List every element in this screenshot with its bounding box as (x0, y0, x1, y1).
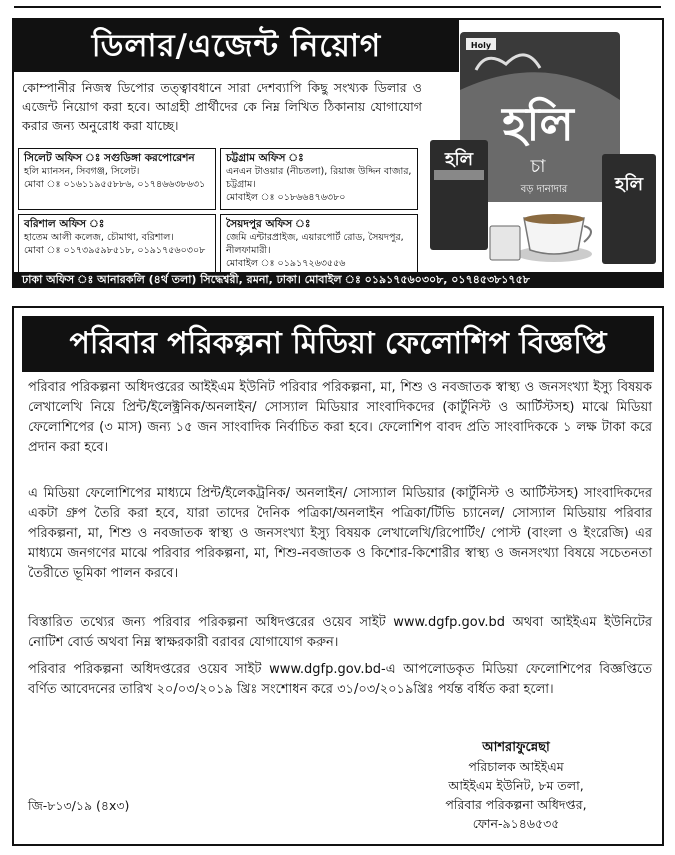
fellowship-ad-title: পরিবার পরিকল্পনা মিডিয়া ফেলোশিপ বিজ্ঞপ্তি (22, 316, 654, 372)
office-address: জেমি এন্টারপ্রাইজ, এয়ারপোর্ট রোড, সৈয়দপুর, নীলফামারী। (226, 232, 404, 256)
fellowship-paragraph-1: পরিবার পরিকল্পনা অধিদপ্তরের আইইএম ইউনিট পরিবার পরিকল্পনা, মা, শিশু ও নবজাতক স্বাস্থ্য ও জনসংখ্যা ইস্যু বিষয়ক লেখালেখি নিয়ে প্রিন্ট/ইলেক্ট্রনিক/অনলাইন/ সোস্যাল মিডিয়ার সাংবাদিকদের (কার্টুনিস্ট ও আর্টিস্টসহ) মাঝে মিডিয়া ফেলোশিপের (৩ মাস) জন্য ১৫ জন সাংবাদিক নির্বাচিত করা হবে। ফেলোশিপ বাবদ প্রতি সাংবাদিককে ১ লক্ষ টাকা করে প্রদান করা হবে। (28, 380, 652, 455)
office-sylhet (18, 148, 216, 210)
signatory-designation: পরিচালক আইইএম (468, 759, 564, 774)
tea-pack-right (602, 154, 656, 264)
office-name: সিলেট অফিস ঃ সগুডিঙ্গা করপোরেশন (24, 152, 195, 164)
office-name: সৈয়দপুর অফিস ঃ (226, 218, 311, 230)
office-name: বরিশাল অফিস ঃ (24, 218, 105, 230)
signatory-name: আশরাফুন্নেছা (482, 740, 550, 755)
product-name: হলি (502, 97, 574, 151)
office-phone: মোবাইল ঃ ০১৮৬৬৪৭৬৩৮০ (226, 192, 346, 203)
office-address: হলি ম্যানসন, সিবগঞ্জ, সিলেট। (24, 166, 140, 177)
office-chattogram (220, 148, 418, 210)
dealer-agent-ad (12, 18, 664, 288)
product-name-small: হলি (444, 149, 474, 170)
office-phone: মোবা ঃ ০১৬১১৯৫৫৮৮৬, ০১৭৪৬৬৩৮৬৩১ (24, 179, 206, 190)
dhaka-office-footer: ঢাকা অফিস ঃ আনারকলি (৪র্থ তলা) সিদ্ধেশ্বরী, রমনা, ঢাকা। মোবাইল ঃ ০১৯১৭৫৬০৩০৮, ০১৭৪৫৩৮১৭৫৮ (14, 272, 662, 288)
dealer-ad-intro: কোম্পানীর নিজস্ব ডিপোর তত্ত্বাবধানে সারা দেশব্যাপি কিছু সংখ্যক ডিলার ও এজেন্ট নিয়োগ করা হবে। আগ্রহী প্রার্থীদের কে নিম্ন লিখিত ঠিকানায় যোগাযোগ করার জন্য অনুরোধ করা যাচ্ছে। (22, 80, 422, 133)
fellowship-paragraph-3: বিস্তারিত তথ্যের জন্য পরিবার পরিকল্পনা অধিদপ্তরের ওয়েব সাইট www.dgfp.gov.bd অথবা আইইএম ইউনিটের নোটিশ বোর্ড অথবা নিম্ন স্বাক্ষরকারী বরাবর যোগাযোগ করুন। (28, 615, 652, 650)
dealer-ad-title: ডিলার/এজেন্ট নিয়োগ (14, 20, 459, 72)
media-fellowship-ad (12, 306, 664, 846)
tea-product-image (426, 30, 658, 276)
previous-ad-edge (0, 0, 675, 8)
signatory-phone: ফোন-৯১৪৬৫৩৫ (472, 816, 560, 831)
signatory-office: পরিবার পরিকল্পনা অধিদপ্তর, (445, 797, 587, 812)
office-name: চট্টগ্রাম অফিস ঃ (226, 152, 304, 164)
office-address: এনএন টাওয়ার (নীচতলা), রিয়াজ উদ্দিন বাজার, চট্টগ্রাম। (226, 166, 412, 190)
office-barishal (18, 214, 216, 276)
office-phone: মোবাইল ঃ ০১৯১৭২৬৩৫৫৬ (226, 258, 346, 269)
office-saidpur (220, 214, 418, 276)
signatory-unit: আইইএম ইউনিট, ৮ম তলা, (448, 778, 584, 793)
signatory-block (396, 738, 636, 833)
product-name-small: হলি (614, 174, 644, 195)
office-address: হাতেম আলী কলেজ, চৌমাথা, বরিশাল। (24, 232, 174, 243)
brand-label: Holy (470, 41, 492, 50)
product-tagline: চা (530, 156, 546, 177)
ad-reference-number: জি-৮১৩/১৯ (৪x৩) (28, 798, 130, 813)
office-phone: মোবা ঃ ০১৭৩৯৫৯৮৫১৮, ০১৯১৭৫৬০৩০৮ (24, 245, 206, 256)
fellowship-paragraph-2: এ মিডিয়া ফেলোশিপের মাধ্যমে প্রিন্ট/ইলেকট্রনিক/ অনলাইন/ সোস্যাল মিডিয়ার (কার্টুনিস্ট ও আর্টিস্টসহ) সাংবাদিকদের একটা গ্রুপ তৈরি করা হবে, যারা তাদের দৈনিক পত্রিকা/অনলাইন পত্রিকা/টিভি চ্যানেল/ সোস্যাল মিডিয়ায় পরিবার পরিকল্পনা, মা, শিশু ও নবজাতক স্বাস্থ্য ও জনসংখ্যা ইস্যু বিষয়ক লেখালেখি/রিপোর্টিং/ পোস্ট (বাংলা ও ইংরেজি) এর মাধ্যমে জনগণের মাঝে পরিবার পরিকল্পনা, মা, শিশু-নবজাতক ও কিশোর-কিশোরীর স্বাস্থ্য ও জনসংখ্যা বিষয়ে সচেতনতা তৈরীতে ভূমিকা পালন করবে। (28, 486, 652, 581)
office-list (18, 148, 422, 276)
fellowship-paragraph-4: পরিবার পরিকল্পনা অধিদপ্তরের ওয়েব সাইট www.dgfp.gov.bd-এ আপলোডকৃত মিডিয়া ফেলোশিপের বিজ্ঞপ্তিতে বর্ণিত আবেদনের তারিখ ২০/০৩/২০১৯ খ্রিঃ সংশোধন করে ৩১/০৩/২০১৯খ্রিঃ পর্যন্ত বর্ধিত করা হলো। (28, 662, 652, 697)
product-subtitle: বড় দানাদার (520, 184, 568, 195)
